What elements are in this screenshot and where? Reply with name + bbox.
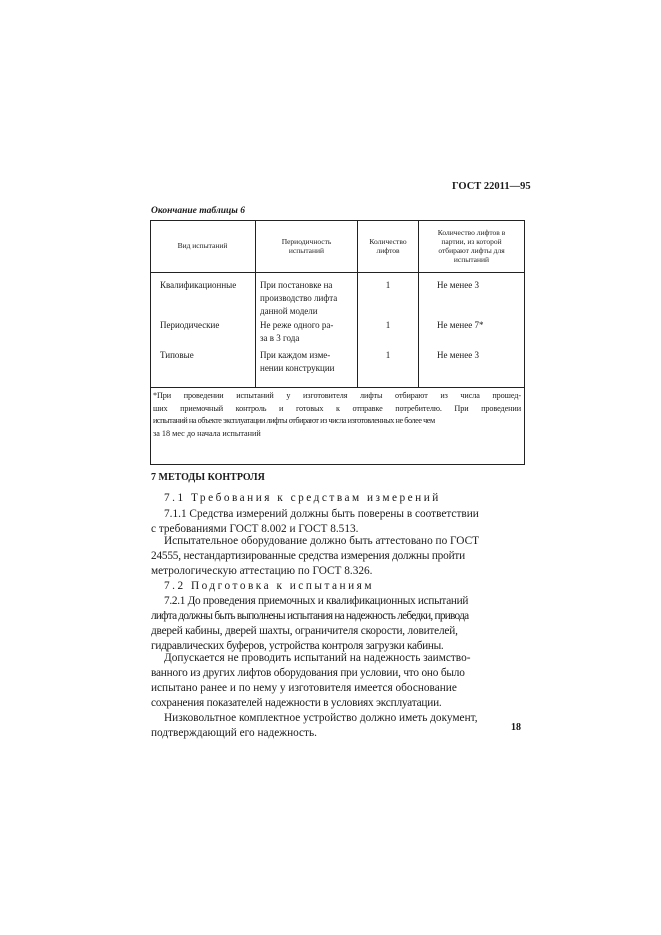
table-border-top [150, 220, 525, 221]
paragraph-line: дверей кабины, дверей шахты, ограничителя скорости, ловителей, [151, 625, 458, 637]
column-header-periodicity: Периодичность испытаний [281, 237, 332, 255]
table-border-right [524, 220, 525, 465]
paragraph-line: метрологическую аттестацию по ГОСТ 8.326. [151, 565, 373, 577]
table-row-2-count: 1 [385, 320, 391, 330]
column-header-lift-count: Количество лифтов [369, 237, 407, 255]
paragraph-line: 24555, нестандартизированные средства измерения должны пройти [151, 550, 466, 562]
table-header-divider [150, 272, 525, 273]
table-row-3-count: 1 [385, 350, 391, 360]
table-border-bottom [150, 464, 525, 465]
table-row-3-periodicity: При каждом изме- нении конструкции [260, 350, 335, 373]
table-footnote: *При проведении испытаний у изготовителя лифты отбирают из числа прошед- ших приемочный контроль и готовых к отправке потребителю. При проведении испытаний на объекте эксплуатации лифты отбирают из числа изготовленных не более чем за 18 мес до начала испытаний [153, 391, 521, 438]
paragraph-line: Испытательное оборудование должно быть аттестовано по ГОСТ [164, 535, 480, 547]
paragraph-line: гидравлических буферов, устройства контроля загрузки кабины. [151, 640, 444, 652]
paragraph-line: 7.1.1 Средства измерений должны быть поверены в соответствии [164, 508, 479, 520]
table-row-1-batch: Не менее 3 [437, 280, 479, 290]
table-row-1-type: Квалификационные [160, 280, 237, 290]
column-header-batch-size: Количество лифтов в партии, из которой отбирают лифты для испытаний [437, 228, 506, 264]
table-row-3-type: Типовые [160, 350, 194, 360]
paragraph-line: сохранения показателей надежности в условиях эксплуатации. [151, 697, 442, 709]
table-row-1-periodicity: При постановке на производство лифта данной модели [260, 280, 338, 316]
page-number: 18 [511, 722, 521, 733]
table-row-2-periodicity: Не реже одного ра- за в 3 года [260, 320, 334, 343]
paragraph-line: Низковольтное комплектное устройство должно иметь документ, [164, 712, 478, 724]
paragraph-line: Допускается не проводить испытаний на надежность заимство- [164, 652, 471, 664]
section-title: 7 МЕТОДЫ КОНТРОЛЯ [151, 472, 265, 483]
table-caption: Окончание таблицы 6 [151, 206, 246, 216]
column-header-test-type: Вид испытаний [177, 241, 228, 250]
table-row-1-count: 1 [385, 280, 391, 290]
paragraph-line: подтверждающий его надежность. [151, 727, 317, 739]
table-row-2-batch: Не менее 7* [437, 320, 484, 330]
paragraph-line: испытано ранее и по нему у изготовителя имеется обоснование [151, 682, 457, 694]
gost-code-header: ГОСТ 22011—95 [452, 181, 531, 192]
subsection-heading-7-1: 7.1 Требования к средствам измерений [164, 492, 441, 504]
paragraph-line: ванного из других лифтов оборудования при условии, что оно было [151, 667, 465, 679]
paragraph-line: 7.2.1 До проведения приемочных и квалификационных испытаний [164, 595, 469, 607]
table-row-2-type: Периодические [160, 320, 220, 330]
paragraph-line: с требованиями ГОСТ 8.002 и ГОСТ 8.513. [151, 523, 359, 535]
subsection-heading-7-2: 7.2 Подготовка к испытаниям [164, 580, 374, 592]
table-row-3-batch: Не менее 3 [437, 350, 479, 360]
table-footnote-divider [150, 387, 525, 388]
table-border-left [150, 220, 151, 465]
paragraph-line: лифта должны быть выполнены испытания на надежность лебедки, привода [151, 610, 469, 622]
